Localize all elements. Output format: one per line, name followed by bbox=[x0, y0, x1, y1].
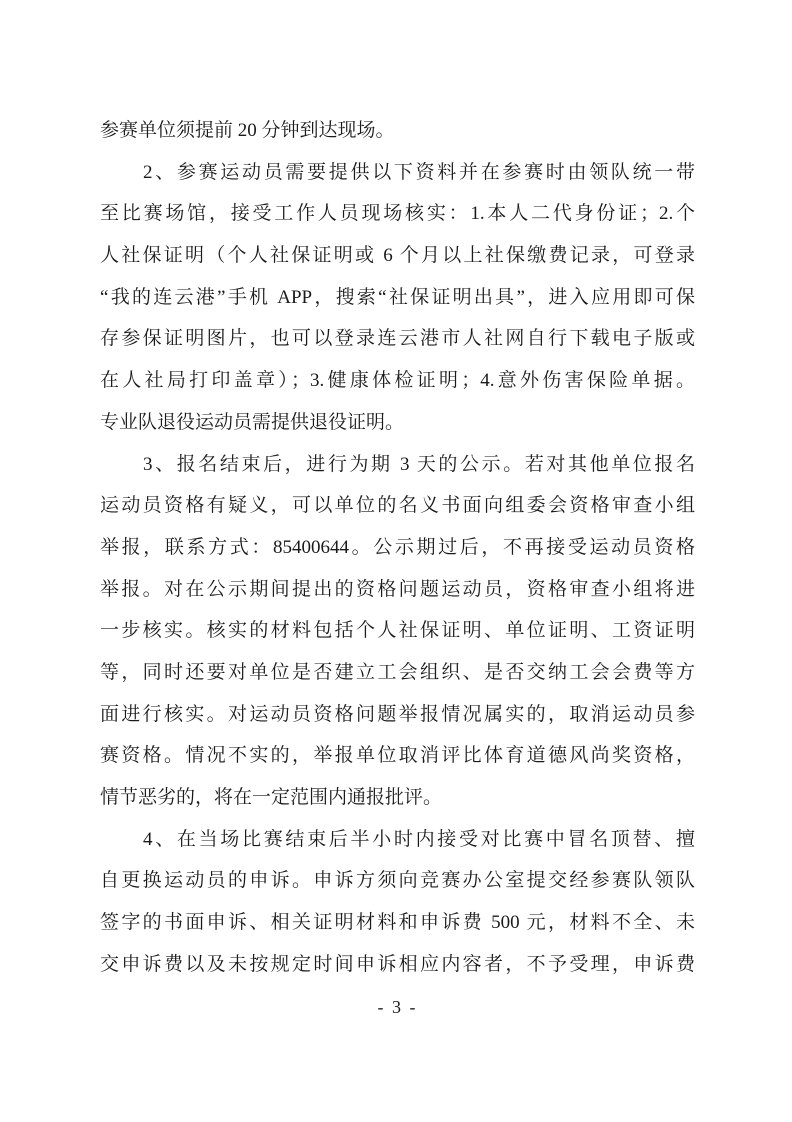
text-line: 在人社局打印盖章）；3.健康体检证明；4.意外伤害保险单据。 bbox=[100, 370, 695, 392]
text-line: 举报，联系方式：85400644。公示期过后，不再接受运动员资格 bbox=[100, 536, 695, 558]
text-line: 3、报名结束后，进行为期 3 天的公示。若对其他单位报名 bbox=[143, 453, 695, 475]
text-line: 签字的书面申诉、相关证明材料和申诉费 500 元，材料不全、未 bbox=[100, 912, 695, 934]
text-line: 赛资格。情况不实的，举报单位取消评比体育道德风尚奖资格， bbox=[100, 745, 695, 767]
page-number: - 3 - bbox=[377, 997, 418, 1017]
text-line: 参赛单位须提前 20 分钟到达现场。 bbox=[100, 120, 395, 141]
text-line: 至比赛场馆，接受工作人员现场核实：1.本人二代身份证；2.个 bbox=[100, 203, 695, 225]
text-line: 2、参赛运动员需要提供以下资料并在参赛时由领队统一带 bbox=[143, 161, 695, 183]
text-line: 自更换运动员的申诉。申诉方须向竞赛办公室提交经参赛队领队 bbox=[100, 870, 695, 892]
text-line: 4、在当场比赛结束后半小时内接受对比赛中冒名顶替、擅 bbox=[143, 828, 695, 850]
text-line: 面进行核实。对运动员资格问题举报情况属实的，取消运动员参 bbox=[100, 703, 695, 725]
text-line: 一步核实。核实的材料包括个人社保证明、单位证明、工资证明 bbox=[100, 620, 695, 642]
text-line: 情节恶劣的，将在一定范围内通报批评。 bbox=[100, 787, 443, 808]
text-line: “我的连云港”手机 APP，搜索“社保证明出具”，进入应用即可保 bbox=[100, 286, 695, 308]
document-body-text bbox=[100, 110, 695, 985]
text-line: 举报。对在公示期间提出的资格问题运动员，资格审查小组将进 bbox=[100, 578, 695, 600]
text-line: 存参保证明图片，也可以登录连云港市人社网自行下载电子版或 bbox=[100, 328, 695, 350]
text-line: 人社保证明（个人社保证明或 6 个月以上社保缴费记录，可登录 bbox=[100, 245, 695, 267]
text-line: 交申诉费以及未按规定时间申诉相应内容者，不予受理，申诉费 bbox=[100, 953, 695, 975]
text-line: 运动员资格有疑义，可以单位的名义书面向组委会资格审查小组 bbox=[100, 495, 695, 517]
text-line: 专业队退役运动员需提供退役证明。 bbox=[100, 411, 405, 433]
text-line: 等，同时还要对单位是否建立工会组织、是否交纳工会会费等方 bbox=[100, 661, 695, 683]
